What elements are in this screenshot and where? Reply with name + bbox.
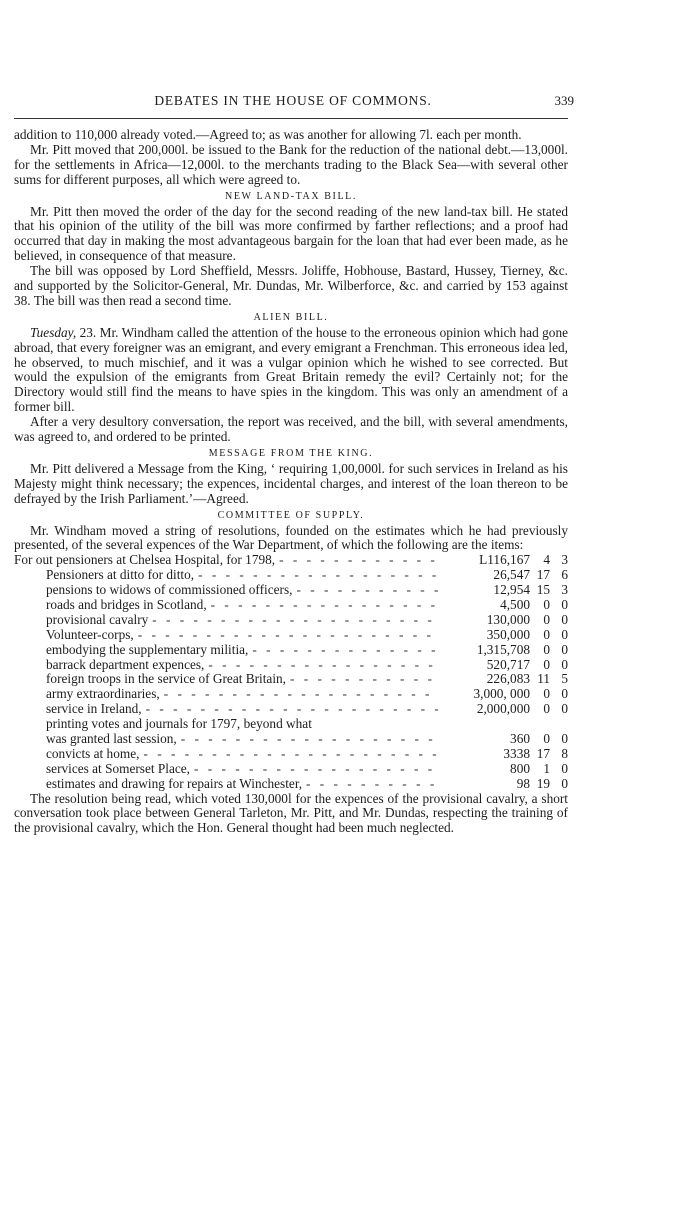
estimate-pence: 6 xyxy=(561,567,568,583)
estimate-item: barrack department expences, xyxy=(46,656,205,672)
estimate-row xyxy=(14,702,568,717)
estimate-item: pensions to widows of commissioned officers, xyxy=(46,582,293,598)
paragraph-alien-text: 23. Mr. Windham called the attention of the house to the erroneous opinion which had gone abroad, that every foreigner was an emigrant, and every emigrant a Frenchman. This erroneous idea led, he observed, to much mischief, and it was a vulgar opinion which he wished to see corrected. But would the expulsion of the emigrants from Great Britain remedy the evil? Certainly not; for the Directory would still find the means to have spies in the kingdom. This was only an amendment of a former bill. xyxy=(14,324,568,415)
leader-dots xyxy=(142,702,438,717)
estimate-amount: 226,083 xyxy=(486,671,530,687)
leader-dots xyxy=(190,762,438,777)
estimate-shillings: 0 xyxy=(543,641,550,657)
estimate-row xyxy=(14,717,568,732)
estimate-item: estimates and drawing for repairs at Winchester, xyxy=(46,775,303,791)
leader-dots xyxy=(302,777,438,792)
leader-dots xyxy=(275,553,438,568)
page-number: 339 xyxy=(554,93,574,108)
estimate-shillings: 1 xyxy=(543,760,550,776)
estimate-row xyxy=(14,628,568,643)
section-title-land-tax: NEW LAND-TAX BILL. xyxy=(225,190,357,202)
estimate-item: embodying the supplementary militia, xyxy=(46,641,249,657)
estimate-shillings: 19 xyxy=(536,775,550,791)
estimate-pence: 0 xyxy=(561,641,568,657)
estimate-pence: 0 xyxy=(561,611,568,627)
estimate-pence: 0 xyxy=(561,775,568,791)
estimate-item: Volunteer-corps, xyxy=(46,626,134,642)
paragraph-message: Mr. Pitt delivered a Message from the King, ‘ requiring 1,00,000l. for such services in Ireland as his Majesty might think necessary; the expences, incidental charges, and interest of the loan thereon to be defrayed by the Irish Parliament.’—Agreed. xyxy=(14,460,568,506)
estimate-item: For out pensioners at Chelsea Hospital, for 1798, xyxy=(14,552,276,568)
estimate-shillings: 0 xyxy=(543,701,550,717)
estimate-amount: 800 xyxy=(510,760,530,776)
estimate-amount: 350,000 xyxy=(486,626,530,642)
estimate-item: provisional cavalry xyxy=(46,611,149,627)
estimate-shillings: 0 xyxy=(543,686,550,702)
estimate-item: Pensioners at ditto for ditto, xyxy=(46,567,195,583)
estimate-item: services at Somerset Place, xyxy=(46,760,190,776)
estimate-row xyxy=(14,672,568,687)
estimate-item: roads and bridges in Scotland, xyxy=(46,596,207,612)
estimate-row xyxy=(14,598,568,613)
leader-dots xyxy=(286,672,438,687)
estimate-amount: 3,000, 000 xyxy=(473,686,530,702)
estimate-row xyxy=(14,553,568,568)
page-header xyxy=(14,93,572,115)
paragraph-bill-opposed: The bill was opposed by Lord Sheffield, Messrs. Joliffe, Hobhouse, Bastard, Hussey, Tierney, &c. and supported by the Solicitor-General, Mr. Dundas, Mr. Wilberforce, &c. and carried by 153 against 38. The bill was then read a second time. xyxy=(14,263,568,308)
estimates-list xyxy=(14,553,568,791)
estimate-amount: 26,547 xyxy=(493,567,530,583)
estimate-pence: 5 xyxy=(561,671,568,687)
section-title-alien-bill: ALIEN BILL. xyxy=(253,311,329,323)
estimate-shillings: 0 xyxy=(543,596,550,612)
running-title: DEBATES IN THE HOUSE OF COMMONS. xyxy=(154,93,432,108)
paragraph-land-tax: Mr. Pitt then moved the order of the day for the second reading of the new land-tax bill. He stated that his opinion of the utility of the bill was more confirmed by farther reflections; and a proof had occurred that day in making the most advantageous bargain for the loan that had ever been made, as he believed, in consequence of that measure. xyxy=(14,203,568,264)
estimate-item: printing votes and journals for 1797, beyond what xyxy=(46,716,312,732)
estimate-amount: 130,000 xyxy=(486,611,530,627)
estimate-shillings: 0 xyxy=(543,731,550,746)
paragraph-pitt-bank: Mr. Pitt moved that 200,000l. be issued to the Bank for the reduction of the national debt.—13,000l. for the settlements in Africa—12,000l. to the merchants trading to the Black Sea—with several other sums for different purposes, all which were agreed to. xyxy=(14,141,568,187)
leader-dots xyxy=(194,568,438,583)
estimate-pence: 0 xyxy=(561,701,568,717)
estimate-shillings: 0 xyxy=(543,626,550,642)
estimate-row xyxy=(14,777,568,792)
estimate-pence: 3 xyxy=(561,582,568,598)
estimate-shillings: 0 xyxy=(543,656,550,672)
estimate-item: foreign troops in the service of Great Britain, xyxy=(46,671,287,687)
leader-dots xyxy=(204,658,438,673)
estimate-row xyxy=(14,687,568,702)
estimate-amount: 520,717 xyxy=(486,656,530,672)
estimate-item: convicts at home, xyxy=(46,745,140,761)
estimate-shillings: 0 xyxy=(543,611,550,627)
paragraph-resolution: The resolution being read, which voted 130,000l for the expences of the provisional cavalry, a short conversation took place between General Tarleton, Mr. Pitt, and Mr. Dundas, respecting the training of the provisional cavalry, which the Hon. General thought had been much neglected. xyxy=(14,790,568,836)
estimate-row xyxy=(14,643,568,658)
estimate-row xyxy=(14,762,568,777)
estimate-amount: 2,000,000 xyxy=(476,701,530,717)
estimate-amount: 1,315,708 xyxy=(476,641,530,657)
section-title-supply: COMMITTEE OF SUPPLY. xyxy=(217,509,365,521)
paragraph-desultory: After a very desultory conversation, the report was received, and the bill, with several amendments, was agreed to, and ordered to be printed. xyxy=(14,414,568,445)
estimate-item: army extraordinaries, xyxy=(46,686,160,702)
estimate-amount: 3338 xyxy=(503,745,530,761)
estimate-pence: 0 xyxy=(561,626,568,642)
estimate-amount: 12,954 xyxy=(493,582,530,598)
estimate-pence: 0 xyxy=(561,686,568,702)
paragraph-addition: addition to 110,000 already voted.—Agreed to; as was another for allowing 7l. each per month. xyxy=(14,127,522,142)
leader-dots xyxy=(207,598,438,613)
leader-dots xyxy=(248,643,438,658)
estimate-shillings: 17 xyxy=(536,567,550,583)
estimate-row xyxy=(14,732,568,747)
estimate-row xyxy=(14,613,568,628)
header-rule xyxy=(14,118,568,119)
paragraph-supply: Mr. Windham moved a string of resolutions, founded on the estimates which he had previously presented, of the several expences of the War Department, of which the following are the items: xyxy=(14,522,568,553)
estimate-amount: L116,167 xyxy=(479,552,530,568)
paragraph-day: Tuesday, xyxy=(30,324,77,340)
leader-dots xyxy=(134,628,438,643)
estimate-item: was granted last session, xyxy=(46,731,177,746)
estimate-row xyxy=(14,568,568,583)
estimate-amount: 98 xyxy=(516,775,530,791)
estimate-row xyxy=(14,583,568,598)
estimate-shillings: 11 xyxy=(537,671,550,687)
estimate-pence: 0 xyxy=(561,760,568,776)
estimate-shillings: 15 xyxy=(536,582,550,598)
estimate-shillings: 4 xyxy=(543,552,550,568)
estimate-shillings: 17 xyxy=(536,745,550,761)
estimate-pence: 3 xyxy=(561,552,568,568)
paragraph-alien-bill xyxy=(14,326,568,415)
estimate-pence: 0 xyxy=(561,656,568,672)
section-title-message: MESSAGE FROM THE KING. xyxy=(208,448,374,459)
estimate-amount: 360 xyxy=(510,731,530,746)
estimate-pence: 0 xyxy=(561,596,568,612)
estimate-item: service in Ireland, xyxy=(46,701,142,717)
leader-dots xyxy=(148,613,438,628)
leader-dots xyxy=(139,747,438,762)
leader-dots xyxy=(160,687,438,702)
leader-dots xyxy=(292,583,438,598)
estimate-row xyxy=(14,658,568,673)
estimate-pence: 8 xyxy=(561,745,568,761)
estimate-pence: 0 xyxy=(561,731,568,746)
estimate-row xyxy=(14,747,568,762)
estimate-amount: 4,500 xyxy=(500,596,530,612)
leader-dots xyxy=(177,732,438,747)
body-text xyxy=(14,128,568,836)
